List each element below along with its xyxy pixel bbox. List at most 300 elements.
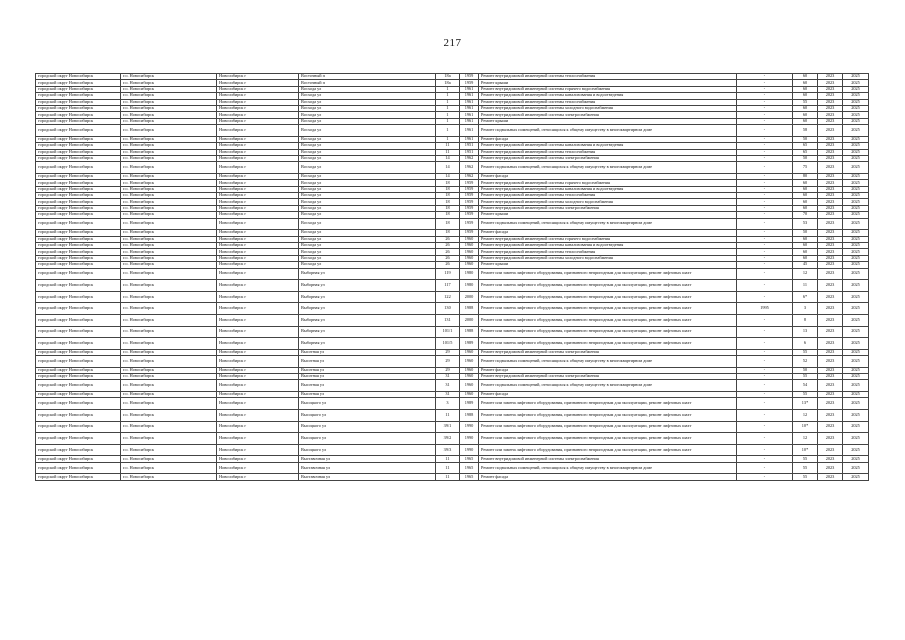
plan-start-cell: 2023 (818, 180, 843, 186)
street-cell: Восхода ул (299, 180, 436, 186)
city-cell: Новосибирск г (217, 262, 299, 268)
city-cell: Новосибирск г (217, 173, 299, 179)
plan-start-cell: 2023 (818, 303, 843, 315)
wear-percent-cell: 55 (793, 349, 818, 355)
plan-start-cell: 2023 (818, 93, 843, 99)
wear-percent-cell: 12 (793, 433, 818, 445)
last-repair-year-cell: - (737, 249, 793, 255)
table-row (36, 303, 869, 315)
work-type-cell: Ремонт подвальных помещений, относящихся к общему имуществу в многоквартирном доме (479, 356, 737, 368)
municipality-cell: городской округ Новосибирск (36, 398, 121, 410)
last-repair-year-cell: - (737, 392, 793, 398)
plan-start-cell: 2023 (818, 86, 843, 92)
street-cell: Выставочная ул (299, 474, 436, 480)
work-type-cell: Ремонт внутридомовой инженерной системы канализования и водоотведения (479, 93, 737, 99)
street-cell: Восхода ул (299, 125, 436, 137)
street-cell: Восхода ул (299, 249, 436, 255)
last-repair-year-cell: - (737, 398, 793, 410)
city-cell: Новосибирск г (217, 112, 299, 118)
city-cell: Новосибирск г (217, 136, 299, 142)
plan-end-cell: 2025 (843, 262, 869, 268)
table-row (36, 326, 869, 338)
municipality-cell: городской округ Новосибирск (36, 280, 121, 292)
city-cell: Новосибирск г (217, 421, 299, 433)
district-cell: г.о. Новосибирск (121, 93, 217, 99)
plan-end-cell: 2025 (843, 255, 869, 261)
table-row (36, 421, 869, 433)
district-cell: г.о. Новосибирск (121, 398, 217, 410)
street-cell: Восхода ул (299, 112, 436, 118)
house-number-cell: 29 (436, 356, 460, 368)
district-cell: г.о. Новосибирск (121, 155, 217, 161)
plan-start-cell: 2023 (818, 162, 843, 174)
municipality-cell: городской округ Новосибирск (36, 349, 121, 355)
wear-percent-cell: 65 (793, 143, 818, 149)
plan-start-cell: 2023 (818, 136, 843, 142)
plan-end-cell: 2025 (843, 392, 869, 398)
street-cell: Выборная ул (299, 268, 436, 280)
last-repair-year-cell: - (737, 162, 793, 174)
wear-percent-cell: 50 (793, 155, 818, 161)
last-repair-year-cell: - (737, 314, 793, 326)
street-cell: Выборная ул (299, 338, 436, 350)
city-cell: Новосибирск г (217, 303, 299, 315)
plan-end-cell: 2025 (843, 74, 869, 80)
municipality-cell: городской округ Новосибирск (36, 230, 121, 236)
city-cell: Новосибирск г (217, 474, 299, 480)
work-type-cell: Ремонт внутридомовой инженерной системы теплоснабжения (479, 99, 737, 105)
street-cell: Выставочная ул (299, 456, 436, 462)
wear-percent-cell: 50 (793, 367, 818, 373)
city-cell: Новосибирск г (217, 99, 299, 105)
wear-percent-cell: 60 (793, 236, 818, 242)
city-cell: Новосибирск г (217, 155, 299, 161)
municipality-cell: городской округ Новосибирск (36, 180, 121, 186)
wear-percent-cell: 6* (793, 291, 818, 303)
district-cell: г.о. Новосибирск (121, 374, 217, 380)
last-repair-year-cell: - (737, 86, 793, 92)
build-year-cell: 1960 (460, 356, 479, 368)
street-cell: Восхода ул (299, 173, 436, 179)
last-repair-year-cell: - (737, 80, 793, 86)
municipality-cell: городской округ Новосибирск (36, 136, 121, 142)
municipality-cell: городской округ Новосибирск (36, 205, 121, 211)
last-repair-year-cell: - (737, 230, 793, 236)
municipality-cell: городской округ Новосибирск (36, 173, 121, 179)
plan-start-cell: 2023 (818, 367, 843, 373)
district-cell: г.о. Новосибирск (121, 349, 217, 355)
build-year-cell: 1962 (460, 162, 479, 174)
district-cell: г.о. Новосибирск (121, 392, 217, 398)
city-cell: Новосибирск г (217, 186, 299, 192)
last-repair-year-cell: - (737, 155, 793, 161)
house-number-cell: 11 (436, 149, 460, 155)
street-cell: Восхода ул (299, 255, 436, 261)
house-number-cell: 14 (436, 173, 460, 179)
wear-percent-cell: 60 (793, 205, 818, 211)
district-cell: г.о. Новосибирск (121, 280, 217, 292)
work-type-cell: Ремонт внутридомовой инженерной системы теплоснабжения (479, 249, 737, 255)
plan-end-cell: 2025 (843, 162, 869, 174)
plan-end-cell: 2025 (843, 462, 869, 474)
plan-start-cell: 2023 (818, 212, 843, 218)
last-repair-year-cell: - (737, 242, 793, 248)
build-year-cell: 1960 (460, 236, 479, 242)
wear-percent-cell: 13 (793, 326, 818, 338)
municipality-cell: городской округ Новосибирск (36, 392, 121, 398)
last-repair-year-cell: - (737, 105, 793, 111)
build-year-cell: 1959 (460, 180, 479, 186)
plan-start-cell: 2023 (818, 410, 843, 422)
municipality-cell: городской округ Новосибирск (36, 326, 121, 338)
wear-percent-cell: 60 (793, 80, 818, 86)
district-cell: г.о. Новосибирск (121, 105, 217, 111)
street-cell: Восхода ул (299, 262, 436, 268)
municipality-cell: городской округ Новосибирск (36, 74, 121, 80)
work-type-cell: Ремонт внутридомовой инженерной системы канализования и водоотведения (479, 143, 737, 149)
last-repair-year-cell: - (737, 380, 793, 392)
build-year-cell: 1959 (460, 199, 479, 205)
work-type-cell: Ремонт или замена лифтового оборудования, признанного непригодным для эксплуатации, ремонт лифтовых шахт (479, 280, 737, 292)
last-repair-year-cell: - (737, 367, 793, 373)
house-number-cell: 26 (436, 236, 460, 242)
last-repair-year-cell: - (737, 199, 793, 205)
plan-start-cell: 2023 (818, 268, 843, 280)
build-year-cell: 1965 (460, 456, 479, 462)
street-cell: Высотная ул (299, 349, 436, 355)
street-cell: Выборная ул (299, 303, 436, 315)
district-cell: г.о. Новосибирск (121, 249, 217, 255)
street-cell: Восхода ул (299, 155, 436, 161)
work-type-cell: Ремонт или замена лифтового оборудования, признанного непригодным для эксплуатации, ремонт лифтовых шахт (479, 410, 737, 422)
house-number-cell: 1 (436, 125, 460, 137)
table-row (36, 291, 869, 303)
street-cell: Выборная ул (299, 314, 436, 326)
plan-start-cell: 2023 (818, 149, 843, 155)
build-year-cell: 1959 (460, 193, 479, 199)
city-cell: Новосибирск г (217, 205, 299, 211)
build-year-cell: 1990 (460, 421, 479, 433)
district-cell: г.о. Новосибирск (121, 80, 217, 86)
municipality-cell: городской округ Новосибирск (36, 249, 121, 255)
table-row (36, 410, 869, 422)
plan-end-cell: 2025 (843, 303, 869, 315)
municipality-cell: городской округ Новосибирск (36, 99, 121, 105)
street-cell: Восточный п (299, 80, 436, 86)
district-cell: г.о. Новосибирск (121, 143, 217, 149)
work-type-cell: Ремонт внутридомовой инженерной системы электроснабжения (479, 456, 737, 462)
municipality-cell: городской округ Новосибирск (36, 291, 121, 303)
district-cell: г.о. Новосибирск (121, 162, 217, 174)
work-type-cell: Ремонт или замена лифтового оборудования, признанного непригодным для эксплуатации, ремонт лифтовых шахт (479, 338, 737, 350)
district-cell: г.о. Новосибирск (121, 99, 217, 105)
municipality-cell: городской округ Новосибирск (36, 433, 121, 445)
wear-percent-cell: 60 (793, 180, 818, 186)
wear-percent-cell: 12 (793, 268, 818, 280)
district-cell: г.о. Новосибирск (121, 444, 217, 456)
municipality-cell: городской округ Новосибирск (36, 193, 121, 199)
plan-end-cell: 2025 (843, 155, 869, 161)
plan-start-cell: 2023 (818, 374, 843, 380)
plan-start-cell: 2023 (818, 118, 843, 124)
build-year-cell: 1988 (460, 326, 479, 338)
plan-end-cell: 2025 (843, 149, 869, 155)
table-row (36, 338, 869, 350)
wear-percent-cell: 6 (793, 338, 818, 350)
wear-percent-cell: 13* (793, 398, 818, 410)
city-cell: Новосибирск г (217, 149, 299, 155)
house-number-cell: 14 (436, 155, 460, 161)
plan-end-cell: 2025 (843, 193, 869, 199)
plan-end-cell: 2025 (843, 374, 869, 380)
wear-percent-cell: 54 (793, 380, 818, 392)
plan-end-cell: 2025 (843, 80, 869, 86)
street-cell: Восхода ул (299, 136, 436, 142)
plan-end-cell: 2025 (843, 230, 869, 236)
house-number-cell: 1 (436, 93, 460, 99)
city-cell: Новосибирск г (217, 249, 299, 255)
street-cell: Восхода ул (299, 143, 436, 149)
last-repair-year-cell: - (737, 410, 793, 422)
wear-percent-cell: 53 (793, 218, 818, 230)
work-type-cell: Ремонт крыши (479, 118, 737, 124)
plan-start-cell: 2023 (818, 433, 843, 445)
work-type-cell: Ремонт внутридомовой инженерной системы канализования и водоотведения (479, 186, 737, 192)
last-repair-year-cell: - (737, 462, 793, 474)
street-cell: Восхода ул (299, 236, 436, 242)
street-cell: Высотная ул (299, 367, 436, 373)
plan-end-cell: 2025 (843, 456, 869, 462)
wear-percent-cell: 60 (793, 255, 818, 261)
city-cell: Новосибирск г (217, 367, 299, 373)
district-cell: г.о. Новосибирск (121, 462, 217, 474)
work-type-cell: Ремонт подвальных помещений, относящихся к общему имуществу в многоквартирном доме (479, 462, 737, 474)
work-type-cell: Ремонт внутридомовой инженерной системы теплоснабжения (479, 74, 737, 80)
plan-start-cell: 2023 (818, 262, 843, 268)
wear-percent-cell: 45 (793, 262, 818, 268)
wear-percent-cell: 70 (793, 212, 818, 218)
build-year-cell: 1989 (460, 398, 479, 410)
house-number-cell: 131 (436, 314, 460, 326)
work-type-cell: Ремонт подвальных помещений, относящихся к общему имуществу в многоквартирном доме (479, 125, 737, 137)
build-year-cell: 1961 (460, 112, 479, 118)
city-cell: Новосибирск г (217, 143, 299, 149)
work-type-cell: Ремонт или замена лифтового оборудования, признанного непригодным для эксплуатации, ремонт лифтовых шахт (479, 314, 737, 326)
municipality-cell: городской округ Новосибирск (36, 255, 121, 261)
city-cell: Новосибирск г (217, 255, 299, 261)
work-type-cell: Ремонт фасада (479, 392, 737, 398)
district-cell: г.о. Новосибирск (121, 433, 217, 445)
work-type-cell: Ремонт или замена лифтового оборудования, признанного непригодным для эксплуатации, ремонт лифтовых шахт (479, 291, 737, 303)
street-cell: Восхода ул (299, 99, 436, 105)
district-cell: г.о. Новосибирск (121, 86, 217, 92)
build-year-cell: 1959 (460, 74, 479, 80)
wear-percent-cell: 58 (793, 125, 818, 137)
wear-percent-cell: 60 (793, 199, 818, 205)
last-repair-year-cell: - (737, 474, 793, 480)
work-type-cell: Ремонт внутридомовой инженерной системы горячего водоснабжения (479, 236, 737, 242)
work-type-cell: Ремонт или замена лифтового оборудования, признанного непригодным для эксплуатации, ремонт лифтовых шахт (479, 433, 737, 445)
city-cell: Новосибирск г (217, 410, 299, 422)
plan-start-cell: 2023 (818, 199, 843, 205)
last-repair-year-cell: - (737, 136, 793, 142)
house-number-cell: 39/3 (436, 444, 460, 456)
city-cell: Новосибирск г (217, 193, 299, 199)
last-repair-year-cell: - (737, 421, 793, 433)
municipality-cell: городской округ Новосибирск (36, 162, 121, 174)
municipality-cell: городской округ Новосибирск (36, 105, 121, 111)
work-type-cell: Ремонт или замена лифтового оборудования, признанного непригодным для эксплуатации, ремонт лифтовых шахт (479, 268, 737, 280)
house-number-cell: 11 (436, 456, 460, 462)
street-cell: Высоцкого ул (299, 421, 436, 433)
build-year-cell: 1960 (460, 262, 479, 268)
city-cell: Новосибирск г (217, 433, 299, 445)
house-number-cell: 1 (436, 99, 460, 105)
work-type-cell: Ремонт внутридомовой инженерной системы электроснабжения (479, 155, 737, 161)
plan-end-cell: 2025 (843, 93, 869, 99)
city-cell: Новосибирск г (217, 338, 299, 350)
house-number-cell: 117 (436, 280, 460, 292)
city-cell: Новосибирск г (217, 374, 299, 380)
build-year-cell: 1990 (460, 444, 479, 456)
district-cell: г.о. Новосибирск (121, 314, 217, 326)
street-cell: Выставочная ул (299, 462, 436, 474)
district-cell: г.о. Новосибирск (121, 125, 217, 137)
municipality-cell: городской округ Новосибирск (36, 444, 121, 456)
table-row (36, 356, 869, 368)
plan-start-cell: 2023 (818, 456, 843, 462)
build-year-cell: 1960 (460, 392, 479, 398)
house-number-cell: 11 (436, 462, 460, 474)
district-cell: г.о. Новосибирск (121, 212, 217, 218)
city-cell: Новосибирск г (217, 125, 299, 137)
plan-start-cell: 2023 (818, 143, 843, 149)
municipality-cell: городской округ Новосибирск (36, 456, 121, 462)
build-year-cell: 1960 (460, 349, 479, 355)
house-number-cell: 18 (436, 199, 460, 205)
city-cell: Новосибирск г (217, 456, 299, 462)
wear-percent-cell: 10* (793, 421, 818, 433)
build-year-cell: 1962 (460, 173, 479, 179)
city-cell: Новосибирск г (217, 326, 299, 338)
last-repair-year-cell: - (737, 255, 793, 261)
municipality-cell: городской округ Новосибирск (36, 118, 121, 124)
district-cell: г.о. Новосибирск (121, 367, 217, 373)
plan-end-cell: 2025 (843, 186, 869, 192)
street-cell: Восхода ул (299, 186, 436, 192)
last-repair-year-cell: - (737, 374, 793, 380)
build-year-cell: 1951 (460, 149, 479, 155)
build-year-cell: 1961 (460, 136, 479, 142)
build-year-cell: 1962 (460, 155, 479, 161)
table-row (36, 462, 869, 474)
last-repair-year-cell: - (737, 149, 793, 155)
district-cell: г.о. Новосибирск (121, 186, 217, 192)
wear-percent-cell: 50 (793, 230, 818, 236)
municipality-cell: городской округ Новосибирск (36, 143, 121, 149)
build-year-cell: 1980 (460, 280, 479, 292)
house-number-cell: 18а (436, 80, 460, 86)
municipality-cell: городской округ Новосибирск (36, 380, 121, 392)
wear-percent-cell: 60 (793, 242, 818, 248)
plan-end-cell: 2025 (843, 380, 869, 392)
district-cell: г.о. Новосибирск (121, 380, 217, 392)
city-cell: Новосибирск г (217, 314, 299, 326)
plan-start-cell: 2023 (818, 444, 843, 456)
work-type-cell: Ремонт подвальных помещений, относящихся к общему имуществу в многоквартирном доме (479, 380, 737, 392)
house-number-cell: 18 (436, 186, 460, 192)
last-repair-year-cell: - (737, 236, 793, 242)
last-repair-year-cell: - (737, 218, 793, 230)
street-cell: Выборная ул (299, 326, 436, 338)
city-cell: Новосибирск г (217, 86, 299, 92)
district-cell: г.о. Новосибирск (121, 262, 217, 268)
wear-percent-cell: 55 (793, 374, 818, 380)
plan-start-cell: 2023 (818, 125, 843, 137)
plan-end-cell: 2025 (843, 173, 869, 179)
last-repair-year-cell: - (737, 93, 793, 99)
last-repair-year-cell: - (737, 280, 793, 292)
last-repair-year-cell: - (737, 205, 793, 211)
build-year-cell: 1988 (460, 303, 479, 315)
plan-start-cell: 2023 (818, 99, 843, 105)
street-cell: Высоцкого ул (299, 410, 436, 422)
work-type-cell: Ремонт фасада (479, 474, 737, 480)
district-cell: г.о. Новосибирск (121, 218, 217, 230)
municipality-cell: городской округ Новосибирск (36, 212, 121, 218)
house-number-cell: 11 (436, 410, 460, 422)
plan-end-cell: 2025 (843, 356, 869, 368)
city-cell: Новосибирск г (217, 180, 299, 186)
city-cell: Новосибирск г (217, 199, 299, 205)
work-type-cell: Ремонт или замена лифтового оборудования, признанного непригодным для эксплуатации, ремонт лифтовых шахт (479, 326, 737, 338)
street-cell: Восхода ул (299, 199, 436, 205)
table-row (36, 474, 869, 480)
plan-start-cell: 2023 (818, 80, 843, 86)
build-year-cell: 1960 (460, 380, 479, 392)
district-cell: г.о. Новосибирск (121, 112, 217, 118)
last-repair-year-cell: - (737, 268, 793, 280)
plan-end-cell: 2025 (843, 99, 869, 105)
house-number-cell: 122 (436, 291, 460, 303)
municipality-cell: городской округ Новосибирск (36, 314, 121, 326)
district-cell: г.о. Новосибирск (121, 255, 217, 261)
work-type-cell: Ремонт внутридомовой инженерной системы электроснабжения (479, 349, 737, 355)
municipality-cell: городской округ Новосибирск (36, 374, 121, 380)
table-row (36, 268, 869, 280)
table-row (36, 218, 869, 230)
work-type-cell: Ремонт внутридомовой инженерной системы электроснабжения (479, 205, 737, 211)
house-number-cell: 31 (436, 374, 460, 380)
house-number-cell: 39/2 (436, 433, 460, 445)
house-number-cell: 29 (436, 367, 460, 373)
last-repair-year-cell: - (737, 193, 793, 199)
district-cell: г.о. Новосибирск (121, 230, 217, 236)
table-row (36, 314, 869, 326)
wear-percent-cell: 60 (793, 105, 818, 111)
house-number-cell: 31 (436, 392, 460, 398)
table-row (36, 280, 869, 292)
last-repair-year-cell: - (737, 356, 793, 368)
last-repair-year-cell: - (737, 291, 793, 303)
municipality-cell: городской округ Новосибирск (36, 262, 121, 268)
city-cell: Новосибирск г (217, 218, 299, 230)
table-row (36, 433, 869, 445)
build-year-cell: 1959 (460, 212, 479, 218)
work-type-cell: Ремонт подвальных помещений, относящихся к общему имуществу в многоквартирном доме (479, 218, 737, 230)
table-body (36, 74, 869, 481)
street-cell: Высотная ул (299, 380, 436, 392)
